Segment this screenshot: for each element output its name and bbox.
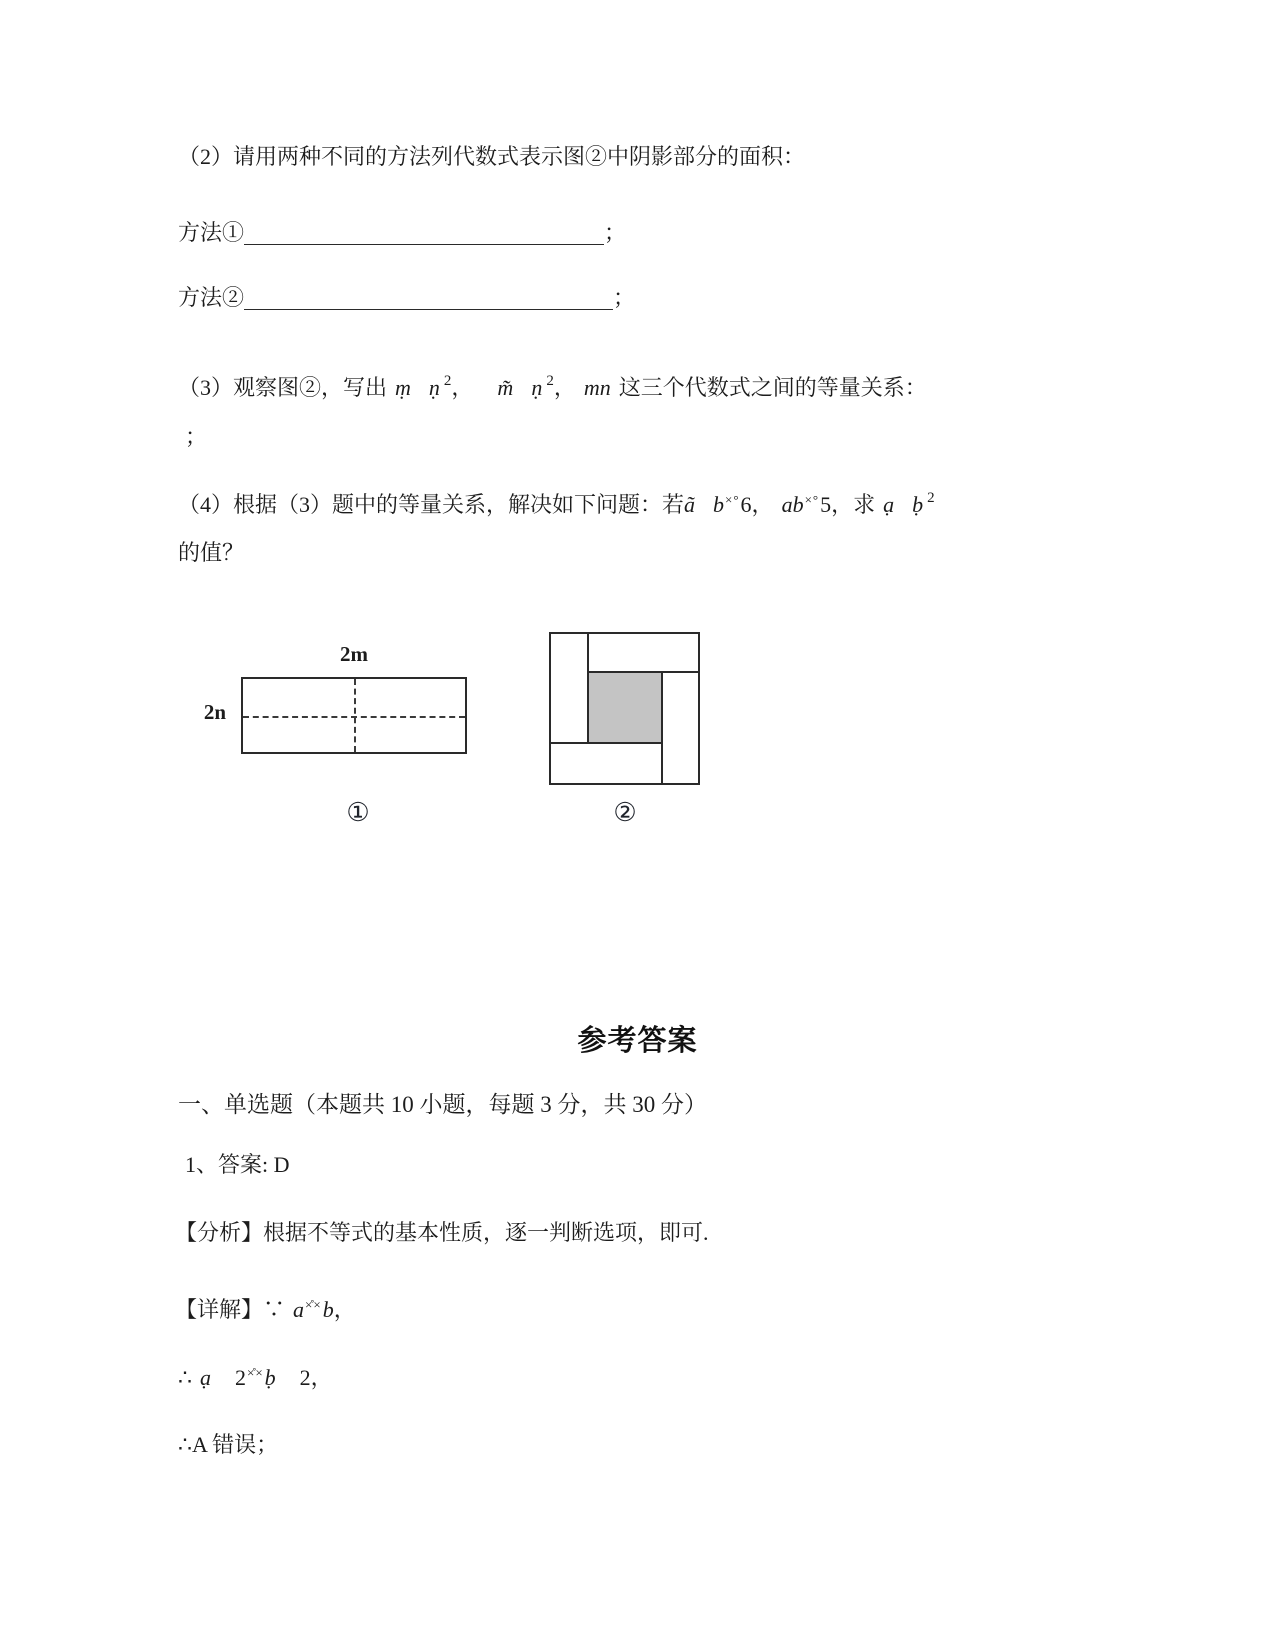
figure-1-rectangle <box>241 677 467 754</box>
comma-2: ， <box>553 375 576 400</box>
question-3-prefix: （3）观察图②，写出 <box>178 375 388 400</box>
step-comma: ， <box>310 1365 333 1390</box>
method-1-semicolon: ； <box>604 220 627 245</box>
figure-1-label-2n: 2n <box>203 700 227 724</box>
method-2-row <box>178 281 635 315</box>
answer-1-step <box>178 1356 333 1395</box>
question-2-text: （2）请用两种不同的方法列代数式表示图②中阴影部分的面积： <box>178 144 806 169</box>
math-op-2: ×° <box>804 492 820 507</box>
math-op-1: ×° <box>725 492 740 507</box>
method-1-blank-line <box>244 224 604 245</box>
math-num-2a: 2 <box>235 1365 246 1390</box>
math-var-ab: ab <box>781 492 804 517</box>
math-var-m1: ṃ <box>395 375 411 400</box>
math-var-n1: ṇ <box>428 375 440 400</box>
math-sup-2: 2 <box>546 373 554 389</box>
answer-1-line: 1、答案: D <box>185 1152 290 1177</box>
math-var-m2: m̃ <box>497 375 514 400</box>
math-num-2b: 2 <box>299 1365 311 1390</box>
question-4-text <box>178 481 935 522</box>
math-sup-1: 2 <box>443 373 452 389</box>
q4-comma-1: ， <box>751 492 774 517</box>
method-1-label: 方法① <box>178 220 245 245</box>
question-4-tail: 的值？ <box>178 540 245 565</box>
math-var-a-step: ạ <box>200 1365 211 1390</box>
method-2-semicolon: ； <box>613 285 636 310</box>
math-var-b: b <box>322 1297 334 1322</box>
question-3-suffix: 这三个代数式之间的等量关系： <box>618 375 927 400</box>
math-num-6: 6 <box>740 492 752 517</box>
method-1-row <box>178 216 626 250</box>
figure-2-diagram <box>549 632 700 785</box>
math-num-5: 5 <box>820 492 832 517</box>
math-op-corrupt-2: ×̊× <box>247 1365 264 1380</box>
answer-1-conclusion: ∴A 错误； <box>178 1432 279 1457</box>
comma-1: ， <box>451 375 474 400</box>
q4-mid-text: ，求 <box>831 492 876 517</box>
math-var-n2: ṇ <box>531 375 543 400</box>
figure-2-caption: ② <box>613 798 637 827</box>
math-var-mn: mn <box>583 375 611 400</box>
math-sup-3: 2 <box>927 490 935 506</box>
answers-heading: 参考答案 <box>577 1025 698 1057</box>
math-var-b2: ḅ <box>912 492 924 517</box>
answer-1-analysis: 【分析】根据不等式的基本性质，逐一判断选项，即可. <box>175 1220 709 1245</box>
section-1-title: 一、单选题（本题共 10 小题，每题 3 分，共 30 分） <box>178 1092 707 1117</box>
lone-semicolon: ； <box>185 424 208 449</box>
method-2-blank-line <box>244 289 613 310</box>
math-var-a2: ạ <box>883 492 895 517</box>
answer-1-detail <box>175 1288 356 1327</box>
detail-prefix: 【详解】∵ <box>175 1297 286 1322</box>
math-var-b-step: ḅ <box>264 1365 276 1390</box>
figure-1-label-2m: 2m <box>340 642 368 666</box>
detail-comma: ， <box>333 1297 356 1322</box>
question-3-text <box>178 364 927 405</box>
math-var-a: a <box>293 1297 305 1322</box>
figure-1-dashed-horizontal <box>243 716 465 718</box>
math-var-a1: ã <box>684 492 696 517</box>
question-4-prefix: （4）根据（3）题中的等量关系，解决如下问题：若 <box>178 492 685 517</box>
math-var-b1: b <box>713 492 725 517</box>
figure-1-caption: ① <box>346 798 370 827</box>
method-2-label: 方法② <box>178 285 245 310</box>
math-op-corrupt-1: ×̊× <box>305 1297 322 1312</box>
therefore-symbol: ∴ <box>178 1365 192 1390</box>
